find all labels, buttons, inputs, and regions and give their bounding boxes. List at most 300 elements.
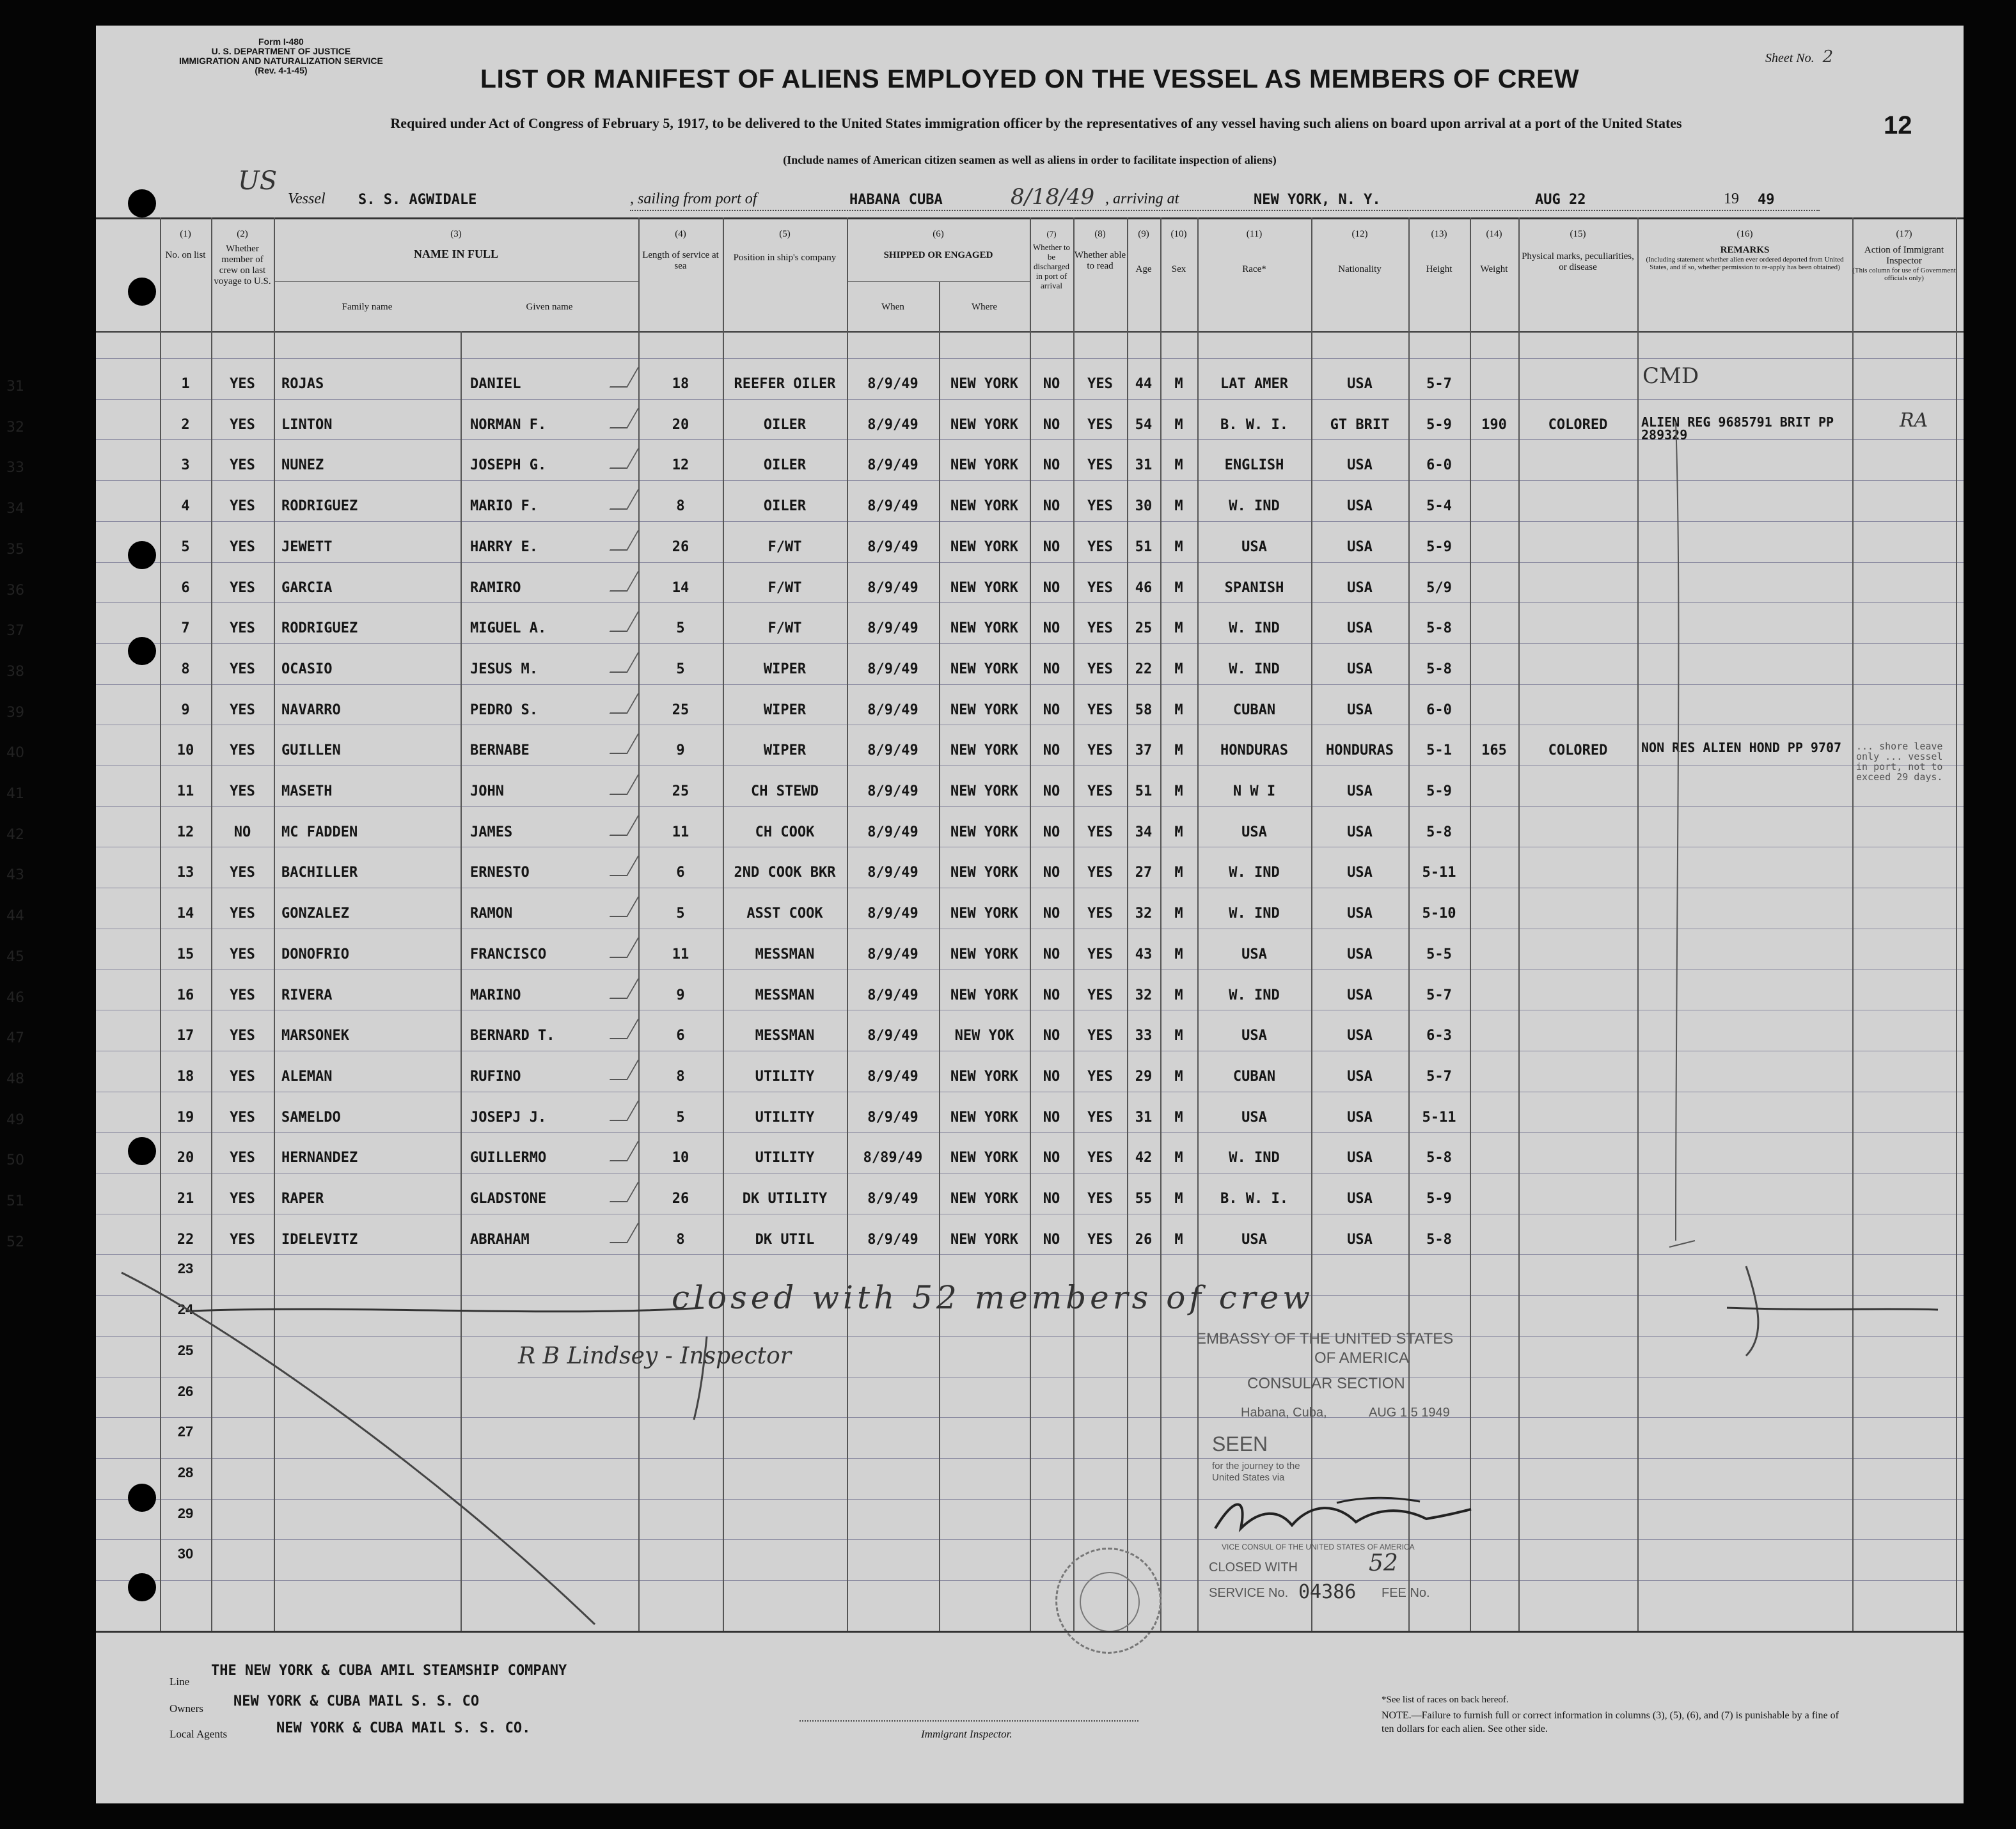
row-position: UTILITY — [755, 1150, 815, 1166]
row-nationality: USA — [1347, 1068, 1373, 1085]
row-race: ENGLISH — [1224, 457, 1284, 474]
row-given-name: FRANCISCO — [470, 946, 547, 962]
row-sex: M — [1174, 824, 1183, 840]
row-shipped-when: 8/9/49 — [867, 865, 918, 881]
row-nationality: USA — [1347, 1109, 1373, 1126]
row-height: 5-9 — [1426, 538, 1452, 555]
row-height: 5-7 — [1426, 1068, 1452, 1085]
row-read: YES — [1087, 783, 1113, 799]
row-height: 5-9 — [1426, 1191, 1452, 1207]
stamp-service-value: 04386 — [1298, 1581, 1357, 1603]
row-position: UTILITY — [755, 1109, 815, 1126]
row-nationality: USA — [1347, 824, 1373, 840]
row-nationality: USA — [1347, 1191, 1373, 1207]
row-action: RA — [1900, 409, 1928, 432]
row-no: 1 — [181, 376, 190, 392]
empty-row-number: 24 — [177, 1301, 194, 1318]
row-height: 5-9 — [1426, 783, 1452, 799]
row-no: 22 — [177, 1231, 194, 1248]
annotation-closed-line: closed with 52 members of crew — [672, 1279, 1314, 1316]
row-height: 5-4 — [1426, 498, 1452, 515]
row-sex: M — [1174, 1231, 1183, 1248]
row-shipped-where: NEW YORK — [950, 946, 1018, 962]
row-sex: M — [1174, 1150, 1183, 1166]
row-shipped-when: 8/89/49 — [863, 1150, 923, 1166]
form-revision: (Rev. 4-1-45) — [255, 65, 308, 75]
row-discharge: NO — [1043, 742, 1060, 759]
row-voyage: YES — [230, 742, 255, 759]
row-sex: M — [1174, 865, 1183, 881]
row-margin-number: 32 — [6, 419, 24, 436]
row-given-name: RAMIRO — [470, 579, 521, 596]
row-service: 25 — [672, 783, 689, 799]
arriving-label: , arriving at — [1105, 191, 1179, 207]
row-no: 11 — [177, 783, 194, 799]
footer-owners-value: NEW YORK & CUBA MAIL S. S. CO — [233, 1693, 480, 1709]
row-no: 3 — [181, 457, 190, 474]
row-discharge: NO — [1043, 824, 1060, 840]
row-position: DK UTILITY — [742, 1191, 828, 1207]
row-discharge: NO — [1043, 416, 1060, 433]
row-voyage: YES — [230, 1150, 255, 1166]
stamp-seen: SEEN — [1212, 1433, 1268, 1456]
row-sex: M — [1174, 702, 1183, 718]
row-given-name: ERNESTO — [470, 865, 530, 881]
footer-note: NOTE.—Failure to furnish full or correct information in columns (3), (5), (6), and (7) is punishable by a fine of ten dollars for each alien. See other side. — [1382, 1710, 1839, 1734]
row-read: YES — [1087, 1150, 1113, 1166]
row-voyage: YES — [230, 865, 255, 881]
row-service: 20 — [672, 416, 689, 433]
row-remarks: ALIEN REG 9685791 BRIT PP 289329 — [1641, 414, 1834, 443]
row-discharge: NO — [1043, 783, 1060, 799]
row-age: 33 — [1135, 1028, 1153, 1044]
row-shipped-where: NEW YORK — [950, 620, 1018, 637]
row-sex: M — [1174, 538, 1183, 555]
row-height: 5-7 — [1426, 987, 1452, 1003]
row-position: ASST COOK — [746, 906, 823, 922]
row-read: YES — [1087, 987, 1113, 1003]
row-shipped-when: 8/9/49 — [867, 416, 918, 433]
row-age: 37 — [1135, 742, 1153, 759]
row-race: B. W. I. — [1220, 1191, 1288, 1207]
row-given-name: MARIO F. — [470, 498, 538, 515]
row-voyage: NO — [233, 824, 251, 840]
stamp-of-america: OF AMERICA — [1314, 1349, 1410, 1367]
footer-races-note: *See list of races on back hereof. — [1382, 1695, 1509, 1705]
row-voyage: YES — [230, 1231, 255, 1248]
row-age: 51 — [1135, 538, 1153, 555]
col-header-where: Where — [972, 302, 997, 312]
empty-row-number: 26 — [177, 1383, 194, 1399]
row-position: REEFER OILER — [734, 376, 836, 392]
row-race: CUBAN — [1232, 1068, 1276, 1085]
row-height: 5-10 — [1422, 906, 1456, 922]
row-discharge: NO — [1043, 702, 1060, 718]
row-height: 5-9 — [1426, 416, 1452, 433]
row-read: YES — [1087, 865, 1113, 881]
row-no: 14 — [177, 906, 194, 922]
row-race: SPANISH — [1224, 579, 1284, 596]
row-shipped-where: NEW YORK — [950, 498, 1018, 515]
row-race: W. IND — [1229, 1150, 1280, 1166]
row-voyage: YES — [230, 906, 255, 922]
col-header-age: (9) Age — [1135, 229, 1152, 274]
row-height: 5/9 — [1426, 579, 1452, 596]
empty-row-number: 28 — [177, 1464, 194, 1480]
row-read: YES — [1087, 416, 1113, 433]
row-margin-number: 39 — [6, 704, 24, 721]
row-family-name: MASETH — [281, 783, 333, 799]
row-position: WIPER — [763, 702, 807, 718]
row-height: 5-1 — [1426, 742, 1452, 759]
row-age: 58 — [1135, 702, 1153, 718]
row-shipped-when: 8/9/49 — [867, 538, 918, 555]
row-read: YES — [1087, 498, 1113, 515]
row-sex: M — [1174, 416, 1183, 433]
row-family-name: JEWETT — [281, 538, 333, 555]
annotation-inspector-signature: R B Lindsey - Inspector — [518, 1343, 792, 1369]
row-family-name: DONOFRIO — [281, 946, 349, 962]
row-shipped-where: NEW YORK — [950, 742, 1018, 759]
row-read: YES — [1087, 702, 1113, 718]
row-position: MESSMAN — [755, 946, 815, 962]
row-height: 5-8 — [1426, 661, 1452, 677]
row-discharge: NO — [1043, 906, 1060, 922]
row-read: YES — [1087, 1068, 1113, 1085]
row-no: 5 — [181, 538, 190, 555]
empty-row-number: 30 — [177, 1546, 194, 1562]
row-given-name: BERNARD T. — [470, 1028, 555, 1044]
handwriting-layer — [96, 26, 1964, 1688]
row-nationality: USA — [1347, 987, 1373, 1003]
stamp-closed-value: 52 — [1369, 1550, 1398, 1576]
row-position: OILER — [763, 498, 807, 515]
manifest-sheet — [6, 26, 1964, 1803]
row-nationality: USA — [1347, 906, 1373, 922]
row-shipped-when: 8/9/49 — [867, 1109, 918, 1126]
row-shipped-when: 8/9/49 — [867, 946, 918, 962]
row-service: 9 — [676, 742, 685, 759]
row-service: 11 — [672, 824, 689, 840]
row-margin-number: 51 — [6, 1193, 24, 1209]
row-age: 34 — [1135, 824, 1153, 840]
row-read: YES — [1087, 906, 1113, 922]
row-shipped-when: 8/9/49 — [867, 661, 918, 677]
row-family-name: NAVARRO — [281, 702, 341, 718]
row-service: 8 — [676, 1068, 685, 1085]
row-read: YES — [1087, 620, 1113, 637]
row-margin-number: 41 — [6, 786, 24, 802]
row-shipped-where: NEW YORK — [950, 987, 1018, 1003]
row-race: USA — [1241, 1109, 1267, 1126]
row-family-name: NUNEZ — [281, 457, 324, 474]
row-position: CH COOK — [755, 824, 815, 840]
row-shipped-where: NEW YORK — [950, 783, 1018, 799]
row-nationality: HONDURAS — [1326, 742, 1394, 759]
row-discharge: NO — [1043, 538, 1060, 555]
row-margin-number: 50 — [6, 1152, 24, 1169]
row-shipped-where: NEW YORK — [950, 538, 1018, 555]
row-no: 17 — [177, 1028, 194, 1044]
row-voyage: YES — [230, 1109, 255, 1126]
footer-inspector-label: Immigrant Inspector. — [921, 1728, 1012, 1740]
row-read: YES — [1087, 457, 1113, 474]
row-no: 15 — [177, 946, 194, 962]
row-sex: M — [1174, 376, 1183, 392]
row-voyage: YES — [230, 1068, 255, 1085]
row-race: N W I — [1232, 783, 1276, 799]
row-shipped-where: NEW YORK — [950, 661, 1018, 677]
row-voyage: YES — [230, 457, 255, 474]
row-family-name: OCASIO — [281, 661, 333, 677]
row-read: YES — [1087, 824, 1113, 840]
row-shipped-where: NEW YORK — [950, 865, 1018, 881]
row-no: 20 — [177, 1150, 194, 1166]
row-race: CUBAN — [1232, 702, 1276, 718]
row-height: 5-8 — [1426, 1150, 1452, 1166]
row-family-name: SAMELDO — [281, 1109, 341, 1126]
row-height: 5-8 — [1426, 620, 1452, 637]
row-shipped-when: 8/9/49 — [867, 1068, 918, 1085]
row-shipped-when: 8/9/49 — [867, 579, 918, 596]
row-shipped-when: 8/9/49 — [867, 702, 918, 718]
row-position: UTILITY — [755, 1068, 815, 1085]
stamp-embassy: EMBASSY OF THE UNITED STATES — [1196, 1330, 1454, 1347]
row-nationality: USA — [1347, 661, 1373, 677]
vessel-name: S. S. AGWIDALE — [358, 192, 477, 208]
empty-row-number: 23 — [177, 1260, 194, 1277]
row-height: 6-0 — [1426, 457, 1452, 474]
row-voyage: YES — [230, 1191, 255, 1207]
row-age: 25 — [1135, 620, 1153, 637]
empty-row-number: 29 — [177, 1505, 194, 1521]
row-service: 5 — [676, 1109, 685, 1126]
row-sex: M — [1174, 498, 1183, 515]
row-race: USA — [1241, 538, 1267, 555]
col-header-discharge: (7) Whether to be discharged in port of arrival — [1032, 229, 1071, 290]
row-race: W. IND — [1229, 865, 1280, 881]
departure-port: HABANA CUBA — [849, 192, 943, 208]
row-sex: M — [1174, 783, 1183, 799]
row-sex: M — [1174, 579, 1183, 596]
stamp-consul-line: VICE CONSUL OF THE UNITED STATES OF AMERICA — [1222, 1542, 1415, 1551]
consul-signature-icon — [1209, 1490, 1477, 1541]
row-discharge: NO — [1043, 946, 1060, 962]
row-service: 14 — [672, 579, 689, 596]
row-age: 43 — [1135, 946, 1153, 962]
seal-icon — [1055, 1548, 1162, 1654]
row-no: 18 — [177, 1068, 194, 1085]
row-given-name: GUILLERMO — [470, 1150, 547, 1166]
row-given-name: ABRAHAM — [470, 1231, 530, 1248]
annotation-cmd: CMD — [1642, 363, 1699, 389]
row-shipped-when: 8/9/49 — [867, 1191, 918, 1207]
col-header-marks: (15) Physical marks, peculiarities, or disease — [1522, 229, 1634, 272]
row-margin-number: 48 — [6, 1071, 24, 1087]
row-service: 18 — [672, 376, 689, 392]
row-family-name: RAPER — [281, 1191, 324, 1207]
row-service: 9 — [676, 987, 685, 1003]
row-given-name: JESUS M. — [470, 661, 538, 677]
row-margin-number: 33 — [6, 460, 24, 476]
col-header-sex: (10) Sex — [1170, 229, 1187, 274]
row-age: 42 — [1135, 1150, 1153, 1166]
empty-row-number: 25 — [177, 1342, 194, 1358]
row-shipped-where: NEW YORK — [950, 1150, 1018, 1166]
row-voyage: YES — [230, 946, 255, 962]
row-position: OILER — [763, 457, 807, 474]
row-shipped-when: 8/9/49 — [867, 1028, 918, 1044]
row-margin-number: 42 — [6, 826, 24, 843]
row-given-name: DANIEL — [470, 376, 521, 392]
row-height: 6-0 — [1426, 702, 1452, 718]
row-given-name: JOSEPH G. — [470, 457, 547, 474]
row-family-name: IDELEVITZ — [281, 1231, 358, 1248]
row-discharge: NO — [1043, 987, 1060, 1003]
row-service: 8 — [676, 1231, 685, 1248]
row-no: 8 — [181, 661, 190, 677]
row-shipped-when: 8/9/49 — [867, 620, 918, 637]
row-nationality: USA — [1347, 702, 1373, 718]
row-shipped-where: NEW YORK — [950, 1191, 1018, 1207]
row-given-name: RUFINO — [470, 1068, 521, 1085]
footer-line-value: THE NEW YORK & CUBA AMIL STEAMSHIP COMPANY — [211, 1663, 567, 1679]
col-header-read: (8) Whether able to read — [1074, 229, 1126, 271]
row-family-name: GUILLEN — [281, 742, 341, 759]
row-nationality: USA — [1347, 1028, 1373, 1044]
empty-row-number: 27 — [177, 1424, 194, 1440]
row-read: YES — [1087, 1191, 1113, 1207]
row-age: 27 — [1135, 865, 1153, 881]
row-height: 5-7 — [1426, 376, 1452, 392]
row-margin-number: 37 — [6, 623, 24, 640]
row-voyage: YES — [230, 498, 255, 515]
row-family-name: ROJAS — [281, 376, 324, 392]
row-family-name: GONZALEZ — [281, 906, 349, 922]
col-header-action: (17) Action of Immigrant Inspector (This column for use of Government officials only) — [1852, 229, 1956, 282]
row-discharge: NO — [1043, 498, 1060, 515]
row-read: YES — [1087, 538, 1113, 555]
row-voyage: YES — [230, 661, 255, 677]
row-shipped-when: 8/9/49 — [867, 824, 918, 840]
row-family-name: MARSONEK — [281, 1028, 349, 1044]
row-discharge: NO — [1043, 376, 1060, 392]
binder-hole — [128, 189, 156, 217]
row-no: 21 — [177, 1191, 194, 1207]
col-header-race: (11) Race* — [1242, 229, 1266, 274]
row-discharge: NO — [1043, 457, 1060, 474]
row-shipped-where: NEW YORK — [950, 1231, 1018, 1248]
row-nationality: USA — [1347, 620, 1373, 637]
row-margin-number: 34 — [6, 501, 24, 517]
stamp-place: Habana, Cuba, — [1241, 1406, 1327, 1420]
sheet-number-value: 2 — [1822, 47, 1834, 67]
col-header-height: (13) Height — [1426, 229, 1453, 274]
row-shipped-where: NEW YORK — [950, 1109, 1018, 1126]
row-discharge: NO — [1043, 1109, 1060, 1126]
row-shipped-where: NEW YORK — [950, 457, 1018, 474]
row-service: 5 — [676, 620, 685, 637]
row-family-name: RODRIGUEZ — [281, 620, 358, 637]
row-sex: M — [1174, 906, 1183, 922]
row-weight: 190 — [1481, 416, 1507, 433]
row-family-name: BACHILLER — [281, 865, 358, 881]
row-height: 5-8 — [1426, 1231, 1452, 1248]
table-bottom-rule — [96, 1631, 1964, 1633]
row-service: 26 — [672, 538, 689, 555]
vessel-label: Vessel — [288, 191, 326, 207]
row-shipped-when: 8/9/49 — [867, 1231, 918, 1248]
page-subtitle: Required under Act of Congress of February 5, 1917, to be delivered to the United States immigration officer by the representatives of any vessel having such aliens on board upon arrival at a port of the United States — [390, 115, 1682, 131]
row-age: 32 — [1135, 906, 1153, 922]
row-no: 19 — [177, 1109, 194, 1126]
row-family-name: MC FADDEN — [281, 824, 358, 840]
row-sex: M — [1174, 1028, 1183, 1044]
row-race: W. IND — [1229, 661, 1280, 677]
binder-hole — [128, 278, 156, 306]
stamp-closed-label: CLOSED WITH — [1209, 1560, 1298, 1574]
row-position: F/WT — [768, 620, 802, 637]
row-margin-number: 43 — [6, 867, 24, 884]
row-voyage: YES — [230, 783, 255, 799]
row-margin-number: 44 — [6, 908, 24, 925]
row-nationality: GT BRIT — [1330, 416, 1390, 433]
row-race: W. IND — [1229, 906, 1280, 922]
row-age: 26 — [1135, 1231, 1153, 1248]
row-no: 4 — [181, 498, 190, 515]
row-voyage: YES — [230, 987, 255, 1003]
row-service: 25 — [672, 702, 689, 718]
row-shipped-when: 8/9/49 — [867, 742, 918, 759]
footer-agents-label: Local Agents — [169, 1728, 228, 1740]
row-service: 6 — [676, 865, 685, 881]
row-position: F/WT — [768, 538, 802, 555]
row-sex: M — [1174, 457, 1183, 474]
row-shipped-where: NEW YORK — [950, 416, 1018, 433]
row-given-name: GLADSTONE — [470, 1191, 547, 1207]
row-shipped-where: NEW YORK — [950, 579, 1018, 596]
row-service: 8 — [676, 498, 685, 515]
row-age: 30 — [1135, 498, 1153, 515]
row-age: 51 — [1135, 783, 1153, 799]
row-margin-number: 35 — [6, 541, 24, 558]
row-family-name: GARCIA — [281, 579, 333, 596]
row-shipped-when: 8/9/49 — [867, 457, 918, 474]
row-nationality: USA — [1347, 865, 1373, 881]
row-race: B. W. I. — [1220, 416, 1288, 433]
row-read: YES — [1087, 579, 1113, 596]
row-given-name: MIGUEL A. — [470, 620, 547, 637]
row-discharge: NO — [1043, 1150, 1060, 1166]
row-margin-number: 49 — [6, 1111, 24, 1128]
row-nationality: USA — [1347, 498, 1373, 515]
col-header-weight: (14) Weight — [1480, 229, 1508, 274]
row-discharge: NO — [1043, 579, 1060, 596]
row-weight: 165 — [1481, 742, 1507, 759]
row-family-name: RIVERA — [281, 987, 333, 1003]
row-voyage: YES — [230, 376, 255, 392]
row-sex: M — [1174, 946, 1183, 962]
row-margin-number: 38 — [6, 663, 24, 680]
row-read: YES — [1087, 742, 1113, 759]
row-margin-number: 36 — [6, 582, 24, 599]
sailing-date: 8/18/49 — [1011, 184, 1095, 210]
col-header-given-name: Given name — [526, 302, 573, 312]
stamp-consular-section: CONSULAR SECTION — [1247, 1375, 1405, 1392]
row-height: 5-5 — [1426, 946, 1452, 962]
row-age: 31 — [1135, 1109, 1153, 1126]
row-nationality: USA — [1347, 457, 1373, 474]
